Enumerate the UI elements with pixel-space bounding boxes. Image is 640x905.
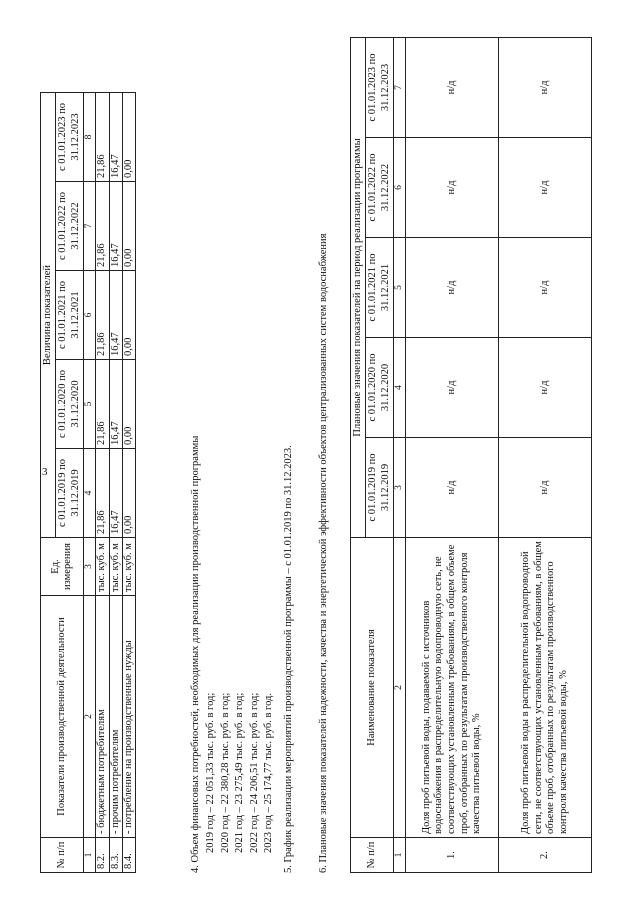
column-number: 4 — [84, 448, 96, 537]
list-item: 2019 год – 22 051,33 тыс. руб. в год; — [205, 692, 216, 853]
planned-indicators-table — [350, 36, 592, 872]
header-period: с 01.01.2021 по 31.12.2021 — [366, 237, 394, 337]
row-value: н/д — [406, 237, 499, 337]
list-item: 2020 год – 22 380,28 тыс. руб. в год; — [219, 692, 231, 853]
list-item: 2022 год – 24 206,51 тыс. руб. в год; — [248, 692, 260, 853]
header-name: Наименование показателя — [351, 537, 394, 837]
column-number: 5 — [84, 359, 96, 448]
table-row — [406, 37, 499, 872]
row-value: н/д — [406, 37, 499, 137]
row-value: 16,47 — [109, 448, 122, 537]
column-number: 5 — [394, 237, 406, 337]
row-value: 16,47 — [109, 270, 122, 359]
row-value: н/д — [499, 237, 592, 337]
table-row — [123, 92, 136, 872]
header-period: с 01.01.2019 по 31.12.2019 — [366, 437, 394, 537]
column-numbers-row — [84, 92, 96, 872]
header-unit: Ед. измерения — [41, 537, 84, 595]
column-number: 8 — [84, 92, 96, 181]
list-item: 2021 год – 23 275,49 тыс. руб. в год; — [234, 692, 246, 853]
row-value: н/д — [499, 37, 592, 137]
header-period: с 01.01.2019 по 31.12.2019 — [56, 448, 84, 537]
row-value: 21,86 — [96, 181, 109, 270]
header-period: с 01.01.2020 по 31.12.2020 — [366, 337, 394, 437]
financial-needs-list — [205, 692, 278, 852]
row-num: 2. — [499, 837, 592, 872]
header-group: Плановые значения показателей на период реализации программы — [351, 37, 366, 537]
row-value: 21,86 — [96, 270, 109, 359]
section-5-text: 5. График реализации мероприятий производственной программы – с 01.01.2019 по 31.12.2023. — [283, 444, 294, 873]
row-value: н/д — [406, 137, 499, 237]
rotated-page-content — [40, 33, 600, 873]
row-value: 0,00 — [123, 270, 136, 359]
row-unit: тыс. куб. м — [96, 537, 109, 595]
row-value: 21,86 — [96, 92, 109, 181]
row-name: - бюджетным потребителям — [96, 595, 109, 837]
header-period: с 01.01.2021 по 31.12.2021 — [56, 270, 84, 359]
header-num: № п/п — [41, 837, 84, 872]
row-value: 0,00 — [123, 181, 136, 270]
column-number: 7 — [394, 37, 406, 137]
row-name: - потребление на производственные нужды — [123, 595, 136, 837]
row-unit: тыс. куб. м — [123, 537, 136, 595]
column-number: 3 — [394, 437, 406, 537]
row-num: 8.3. — [109, 837, 122, 872]
row-num: 8.4. — [123, 837, 136, 872]
header-period: с 01.01.2023 по 31.12.2023 — [56, 92, 84, 181]
table-row — [499, 37, 592, 872]
row-name: Доля проб питьевой воды в распределительной водопроводной сети, не соответствующих установленным требованиям, в общем объеме проб, отобранных по результатам производственного контроля качества питьевой воды, % — [499, 537, 592, 837]
column-number: 1 — [394, 837, 406, 872]
table-row — [109, 92, 122, 872]
row-value: 21,86 — [96, 359, 109, 448]
row-value: н/д — [499, 437, 592, 537]
row-value: н/д — [499, 137, 592, 237]
row-value: 0,00 — [123, 448, 136, 537]
row-value: 16,47 — [109, 92, 122, 181]
column-number: 3 — [84, 537, 96, 595]
list-item: 2023 год – 25 174,77 тыс. руб. в год. — [263, 692, 275, 853]
row-num: 1. — [406, 837, 499, 872]
row-value: 21,86 — [96, 448, 109, 537]
column-number: 6 — [394, 137, 406, 237]
column-number: 6 — [84, 270, 96, 359]
row-value: н/д — [499, 337, 592, 437]
table-row — [96, 92, 109, 872]
header-period: с 01.01.2023 по 31.12.2023 — [366, 37, 394, 137]
row-unit: тыс. куб. м — [109, 537, 122, 595]
header-period: с 01.01.2022 по 31.12.2022 — [366, 137, 394, 237]
column-number: 2 — [394, 537, 406, 837]
row-value: 16,47 — [109, 359, 122, 448]
row-value: 0,00 — [123, 359, 136, 448]
section-4-heading: 4. Объем финансовых потребностей, необходимых для реализации производственной программы — [190, 435, 201, 873]
column-number: 7 — [84, 181, 96, 270]
table-header-row — [351, 37, 366, 872]
header-period: с 01.01.2022 по 31.12.2022 — [56, 181, 84, 270]
row-value: 0,00 — [123, 92, 136, 181]
column-numbers-row — [394, 37, 406, 872]
row-value: н/д — [406, 337, 499, 437]
production-indicators-table — [40, 92, 136, 873]
header-period: с 01.01.2020 по 31.12.2020 — [56, 359, 84, 448]
column-number: 1 — [84, 837, 96, 872]
row-value: 16,47 — [109, 181, 122, 270]
page-number: 3 — [42, 466, 48, 478]
section-6-text: 6. Плановые значения показателей надежности, качества и энергетической эффективности объектов централизованных систем водоснабжения — [318, 232, 329, 873]
row-value: н/д — [406, 437, 499, 537]
row-num: 8.2. — [96, 837, 109, 872]
row-name: Доля проб питьевой воды, подаваемой с источников водоснабжения в распределительную водопроводную сеть, не соответствующих установленным требованиям, в общем объеме проб, отобранных по результатам производственного контроля качества питьевой воды, % — [406, 537, 499, 837]
column-number: 2 — [84, 595, 96, 837]
row-name: - прочим потребителям — [109, 595, 122, 837]
header-name: Показатели производственной деятельности — [41, 595, 84, 837]
header-num: № п/п — [351, 837, 394, 872]
header-group: Величина показателей — [41, 92, 56, 537]
column-number: 4 — [394, 337, 406, 437]
table-header-row — [41, 92, 56, 872]
